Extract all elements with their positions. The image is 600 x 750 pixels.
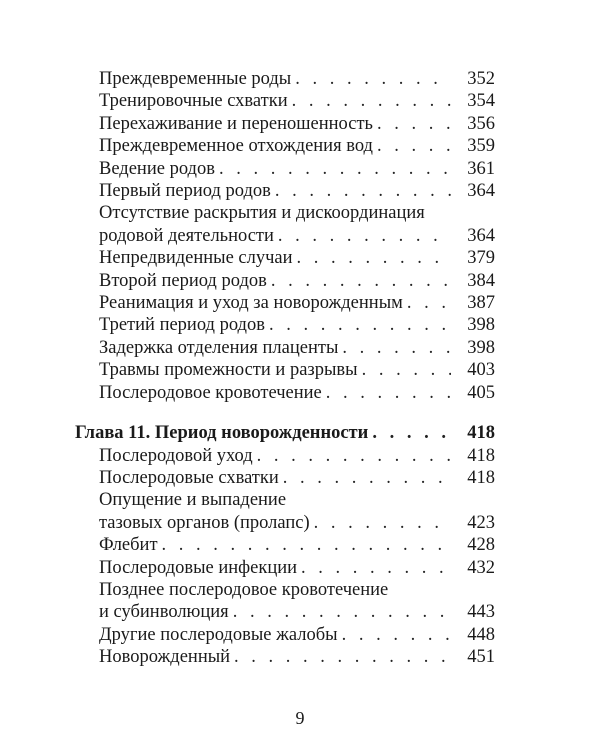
toc-entry-page: 403 — [467, 360, 495, 381]
toc-entry-page: 448 — [467, 624, 495, 645]
toc-entry-title: Ведение родов — [99, 158, 215, 179]
toc-entry-page: 379 — [467, 248, 495, 269]
toc-entry-title: Другие послеродовые жалобы — [99, 624, 338, 645]
toc-entry-page: 398 — [467, 315, 495, 336]
toc-entry — [75, 467, 495, 489]
toc-entry-page: 359 — [467, 136, 495, 157]
toc-entry — [75, 292, 495, 314]
toc-entry-page: 443 — [467, 602, 495, 623]
toc-entry-title: Послеродовые инфекции — [99, 557, 298, 578]
dot-leader — [407, 292, 451, 314]
toc-entry — [75, 90, 495, 112]
toc-entry-title: Задержка отделения плаценты — [99, 337, 339, 358]
toc-entry — [75, 624, 495, 646]
toc-entry-page: 384 — [467, 270, 495, 291]
toc-entry-title-line1: Опущение и выпадение — [99, 490, 287, 511]
toc-entry-title: Новорожденный — [99, 647, 231, 668]
toc-entry — [75, 135, 495, 157]
toc-entry-title: Флебит — [99, 535, 158, 556]
toc-entry-page: 418 — [467, 445, 495, 466]
dot-leader — [372, 422, 451, 444]
toc-entry — [75, 68, 495, 90]
toc-entry — [75, 359, 495, 381]
dot-leader — [292, 90, 451, 112]
toc-entry-page: 405 — [467, 382, 495, 403]
dot-leader — [342, 624, 451, 646]
dot-leader — [283, 467, 451, 489]
dot-leader — [278, 225, 451, 247]
dot-leader — [326, 382, 451, 404]
toc-entry — [75, 601, 495, 623]
toc-entry-title: и субинволюция — [99, 602, 229, 623]
dot-leader — [233, 601, 451, 623]
toc-entry-page: 428 — [467, 535, 495, 556]
dot-leader — [362, 359, 451, 381]
toc-entry-title: тазовых органов (пролапс) — [99, 512, 310, 533]
toc-entry-title: Второй период родов — [99, 270, 267, 291]
toc-entry-page: 354 — [467, 91, 495, 112]
dot-leader — [295, 68, 451, 90]
toc-entry-title: Тренировочные схватки — [99, 91, 288, 112]
toc-entry-title: Перехаживание и переношенность — [99, 113, 373, 134]
toc-entry-title: Преждевременное отхождения вод — [99, 136, 373, 157]
toc-entry-title: Травмы промежности и разрывы — [99, 360, 358, 381]
toc-entry-page: 364 — [467, 225, 495, 246]
toc-entry-title: Непредвиденные случаи — [99, 248, 293, 269]
toc-entry — [75, 557, 495, 579]
toc-entry — [75, 180, 495, 202]
dot-leader — [271, 270, 451, 292]
toc-entry — [75, 382, 495, 404]
toc-entry-title: родовой деятельности — [99, 225, 274, 246]
toc-entry — [75, 247, 495, 269]
toc-entry-page: 451 — [467, 647, 495, 668]
toc-entry-title: Послеродовое кровотечение — [99, 382, 322, 403]
toc-entry-page: 418 — [467, 467, 495, 488]
dot-leader — [377, 135, 451, 157]
toc-entry-title: Реанимация и уход за новорожденным — [99, 293, 403, 314]
toc-entry-page: 423 — [467, 512, 495, 533]
toc-entry — [75, 646, 495, 668]
table-of-contents — [75, 68, 495, 669]
toc-entry-page: 432 — [467, 557, 495, 578]
dot-leader — [377, 113, 451, 135]
toc-entry-page: 364 — [467, 181, 495, 202]
toc-entry-title-line1: Позднее послеродовое кровотечение — [99, 579, 389, 600]
toc-entry-title: Преждевременные роды — [99, 69, 292, 89]
toc-entry — [75, 534, 495, 556]
toc-section-top — [75, 68, 495, 404]
toc-entry-page: 356 — [467, 113, 495, 134]
toc-section-bottom — [75, 445, 495, 669]
toc-entry — [75, 445, 495, 467]
dot-leader — [219, 158, 451, 180]
toc-entry — [75, 158, 495, 180]
page-number: 9 — [295, 708, 305, 728]
toc-entry-title: Третий период родов — [99, 315, 265, 336]
toc-entry — [75, 225, 495, 247]
toc-entry — [75, 337, 495, 359]
toc-chapter-heading — [75, 422, 495, 444]
toc-entry-page: 387 — [467, 293, 495, 314]
toc-entry — [75, 314, 495, 336]
dot-leader — [257, 445, 451, 467]
toc-entry-title: Послеродовой уход — [99, 445, 253, 466]
toc-entry-page: 398 — [467, 337, 495, 358]
toc-entry — [75, 512, 495, 534]
toc-entry-page: 352 — [467, 69, 495, 89]
dot-leader — [269, 314, 451, 336]
dot-leader — [275, 180, 451, 202]
chapter-title: Глава 11. Период новорожденности — [75, 423, 369, 444]
dot-leader — [297, 247, 451, 269]
chapter-page: 418 — [467, 423, 495, 444]
toc-entry — [75, 113, 495, 135]
toc-entry-title: Первый период родов — [99, 181, 271, 202]
dot-leader — [301, 557, 451, 579]
dot-leader — [162, 534, 451, 556]
toc-entry-title: Послеродовые схватки — [99, 467, 279, 488]
dot-leader — [342, 337, 451, 359]
dot-leader — [314, 512, 451, 534]
dot-leader — [234, 646, 451, 668]
toc-entry-page: 361 — [467, 158, 495, 179]
toc-entry-title-line1: Отсутствие раскрытия и дискоординация — [99, 203, 425, 224]
toc-entry — [75, 270, 495, 292]
